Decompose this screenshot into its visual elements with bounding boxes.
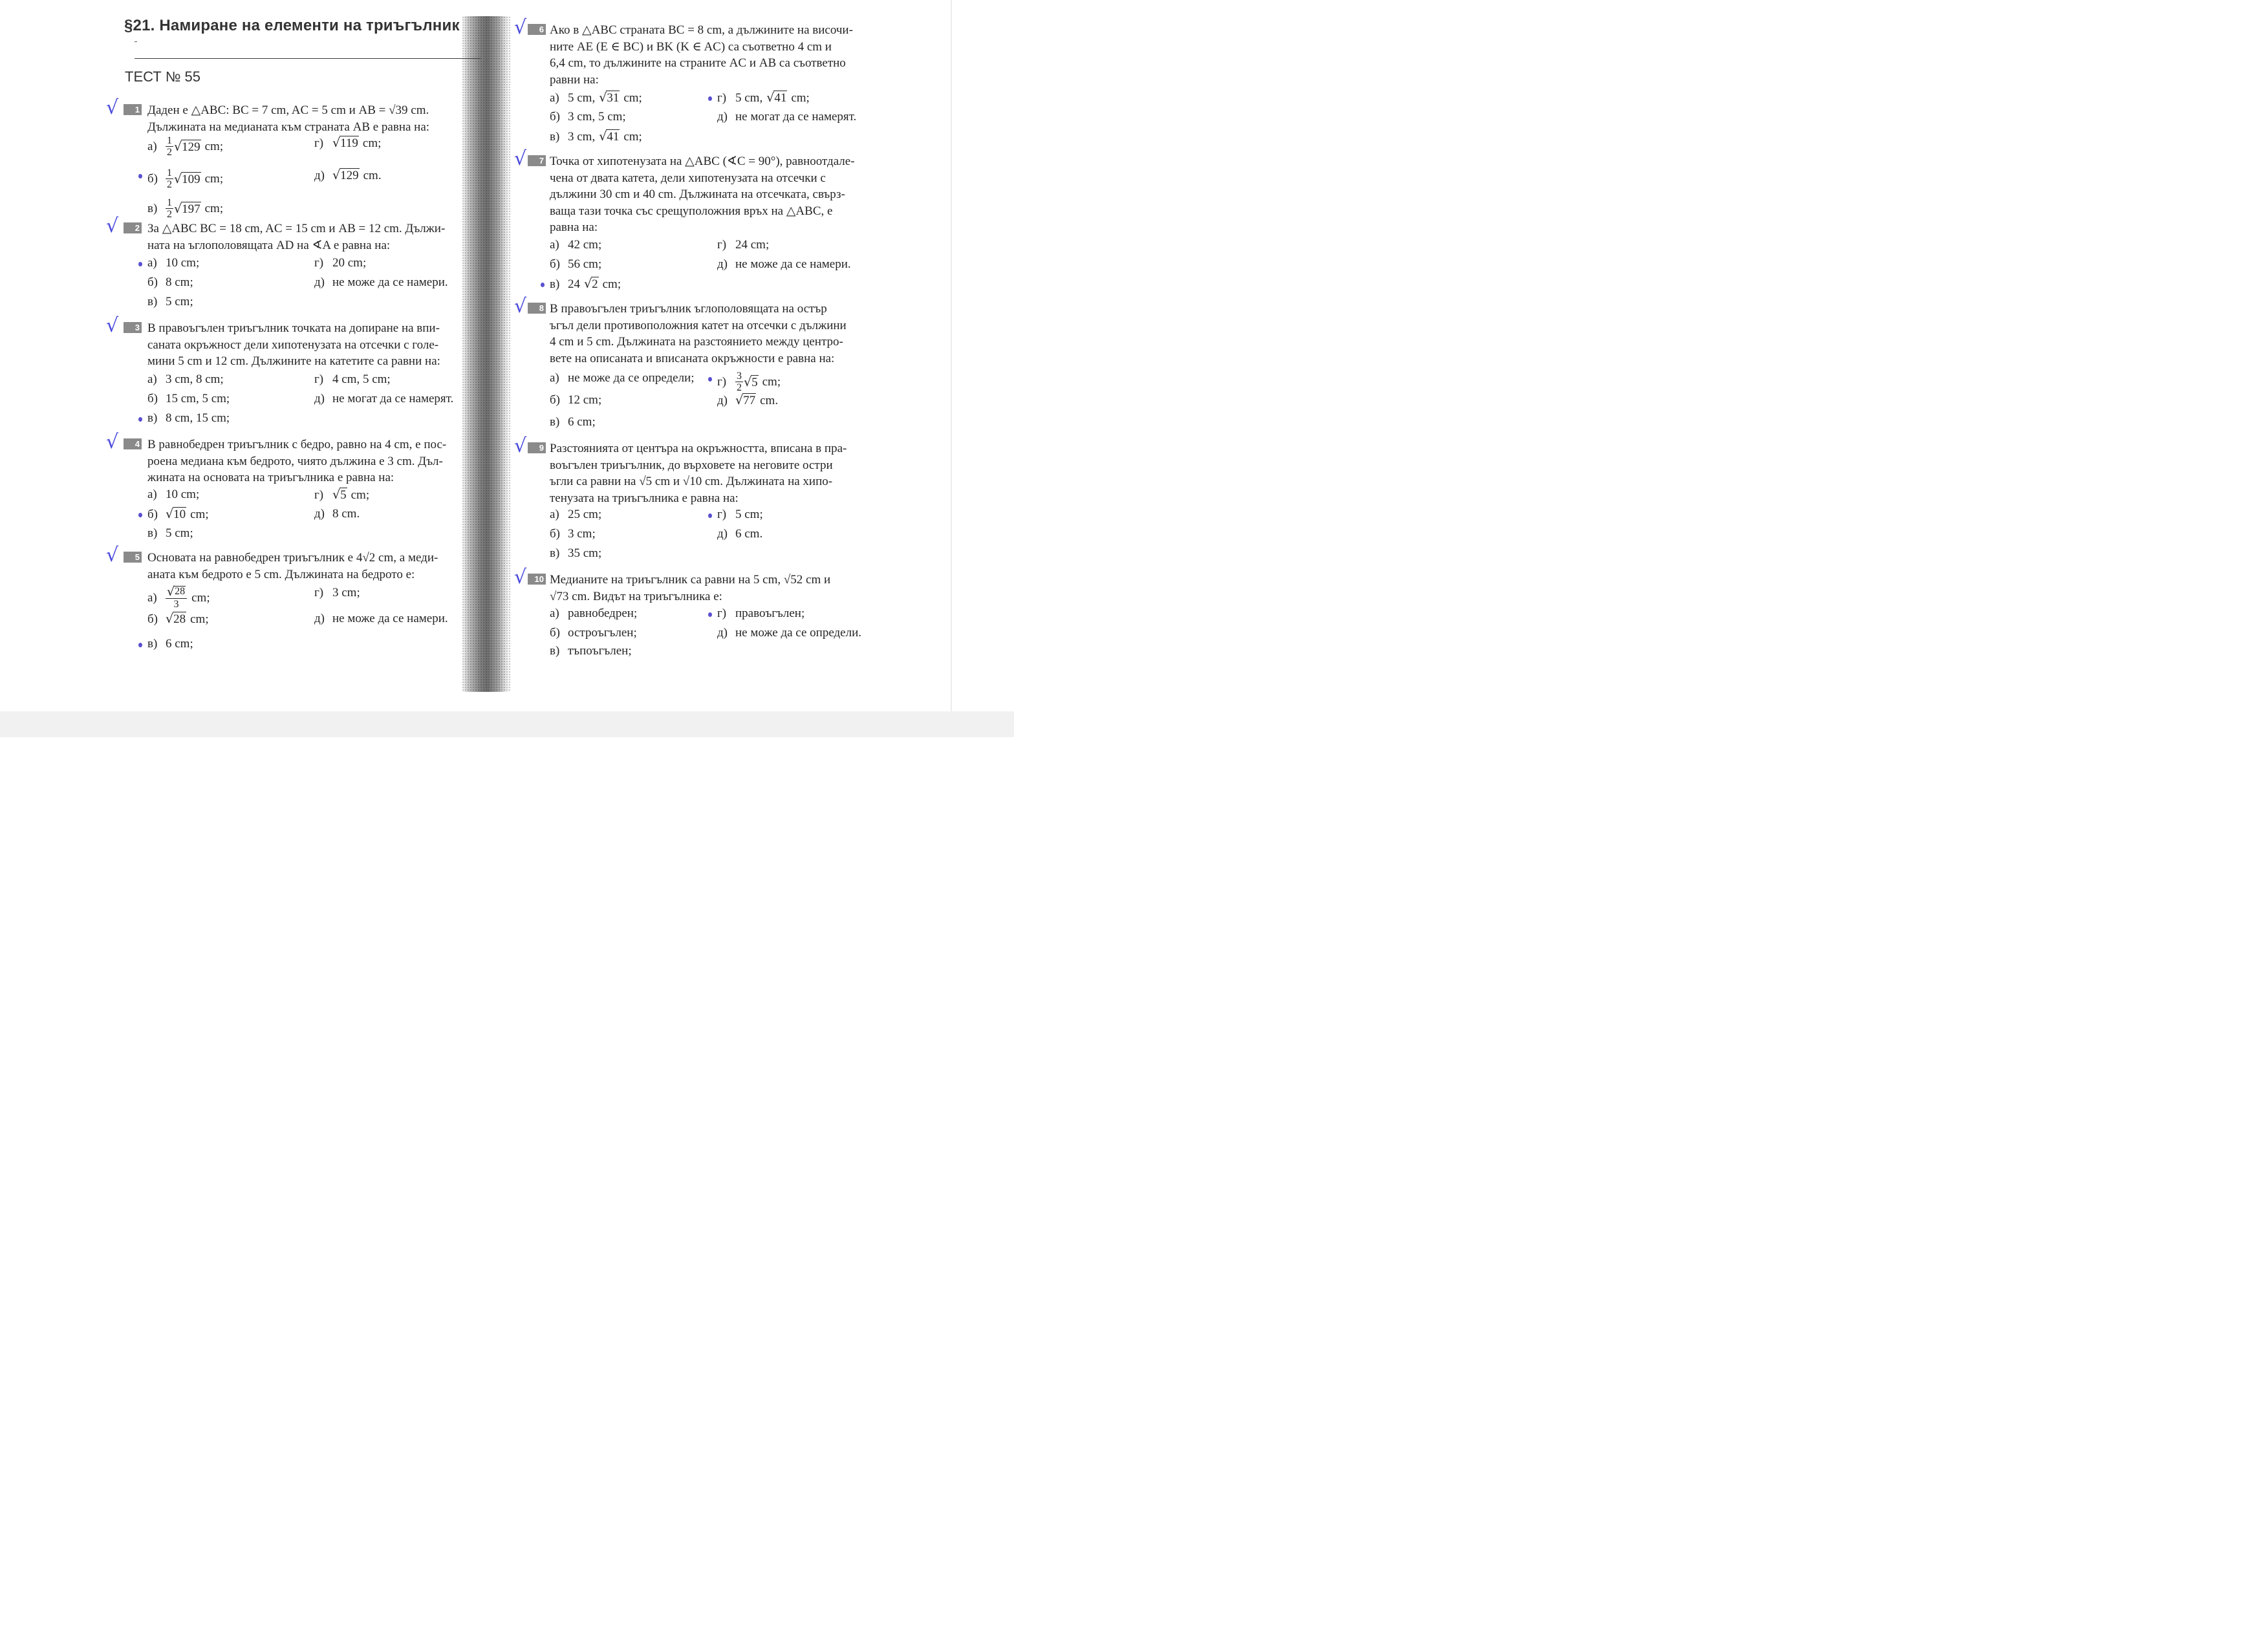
question-stem [550,440,847,506]
question-stem [550,153,855,236]
section-title: §21. Намиране на елементи на триъгълник [124,17,460,34]
option-unit: cm; [191,590,210,605]
option-unit: cm; [791,91,810,105]
radical [174,202,201,217]
fraction-numerator: 1 [167,197,172,208]
option-label: д) [314,275,325,289]
teacher-check-mark: √ [514,566,527,588]
radicand: 41 [607,130,620,144]
option-label: д) [717,393,728,407]
answer-selected-mark [138,643,142,647]
option-unit: cm. [760,393,779,407]
option-label: а) [147,488,157,501]
question-stem [550,572,830,605]
question-stem-line: В равнобедрен триъгълник с бедро, равно на 4 cm, е пос- [147,438,447,451]
radical [174,172,201,187]
answer-option-b[interactable] [147,612,209,627]
answer-option-b[interactable] [147,275,193,290]
answer-option-d[interactable] [717,110,856,124]
option-text: 42 cm; [568,238,602,252]
question-stem [147,550,438,583]
answer-option-d[interactable] [314,507,360,521]
answer-option-v[interactable] [147,295,193,309]
option-label: г) [717,508,727,521]
answer-option-v[interactable] [147,411,230,426]
option-unit: cm; [190,612,209,626]
option-text: 5 cm, [735,91,763,105]
option-label: в) [550,277,560,291]
question-stem-line: Основата на равнобедрен триъгълник е 4√2 cm, а меди- [147,551,438,565]
answer-selected-mark [708,513,712,518]
option-text: 56 cm; [568,257,602,271]
option-label: г) [314,488,324,502]
answer-option-v[interactable] [147,198,223,220]
option-label: в) [147,637,158,651]
question-stem-line: Ако в △ABC страната BC = 8 cm, а дължините на височи- [550,23,853,37]
option-text: не може да се определи. [735,626,862,640]
radical-sign: √ [332,136,341,150]
radical [167,586,186,598]
option-text: 5 cm; [166,526,193,540]
question-number-badge: 8 [528,303,546,314]
answer-option-g[interactable] [717,508,763,522]
option-label: б) [147,275,158,289]
option-label: в) [550,546,560,560]
option-text: не могат да се намерят. [735,110,857,124]
question-stem-line: дължини 30 cm и 40 cm. Дължината на отсечката, свърз- [550,188,845,201]
radical-sign: √ [166,612,174,626]
fraction-radical-group [166,136,201,158]
option-label: г) [717,607,727,620]
question-stem-line: 4 cm и 5 cm. Дължината на разстоянието между центро- [550,335,843,349]
question-number-badge: 9 [528,442,546,453]
option-label: б) [147,507,158,521]
radical [584,277,599,292]
answer-option-d[interactable] [717,393,778,408]
option-text: 5 cm; [166,295,193,308]
option-unit: cm; [204,202,224,215]
option-text: 24 [568,277,580,291]
question-stem-line: За △ABC BC = 18 cm, AC = 15 cm и AB = 12 cm. Дължи- [147,222,446,235]
fraction-denominator: 2 [167,209,172,220]
answer-option-g[interactable] [314,488,369,502]
option-text: 5 cm; [735,508,763,521]
answer-option-g[interactable] [314,586,360,600]
option-text: равнобедрен; [568,607,638,620]
radicand: 28 [173,612,186,626]
teacher-check-mark: √ [106,215,119,237]
answer-option-v[interactable] [550,644,632,658]
radicand: 2 [592,277,598,291]
option-label: д) [314,392,325,405]
radical [332,168,360,183]
option-label: г) [717,238,727,252]
option-label: д) [314,168,325,182]
option-text: 3 cm, 8 cm; [166,372,224,386]
option-text: 3 cm, 5 cm; [568,110,626,124]
question-stem [550,22,853,88]
option-label: а) [550,238,559,252]
answer-option-v[interactable] [550,546,601,561]
radical [166,507,186,522]
question-stem-line: Разстоянията от центъра на окръжността, вписана в пра- [550,442,847,455]
question-number-badge: 3 [124,322,142,333]
option-text: 8 cm; [166,275,193,289]
answer-option-g[interactable] [717,91,810,105]
option-label: д) [717,527,728,541]
option-text: 10 cm; [166,256,200,270]
option-unit: cm; [623,91,642,105]
fraction [735,371,743,393]
title-divider-tick [135,41,137,42]
answer-option-d[interactable] [314,612,448,626]
radicand: 197 [182,202,200,216]
option-label: а) [550,371,559,385]
question-number-badge: 4 [124,438,142,449]
answer-option-v[interactable] [550,129,642,144]
question-number-badge: 7 [528,155,546,166]
question-stem [147,320,440,370]
option-unit: cm; [204,172,224,186]
answer-option-b[interactable] [550,110,626,124]
answer-option-g[interactable] [717,371,781,393]
answer-option-a[interactable] [550,607,637,621]
answer-selected-mark [708,612,712,617]
radical [599,129,620,144]
option-text: не могат да се намерят. [332,392,454,405]
answer-option-a[interactable] [550,238,601,252]
answer-option-d[interactable] [314,168,382,183]
radical-sign: √ [174,139,182,154]
radical-sign: √ [766,91,775,105]
option-label: б) [147,172,158,186]
radical-sign: √ [599,91,607,105]
answer-option-d[interactable] [717,257,851,272]
question-stem [147,102,429,135]
question-stem-line: равни на: [550,72,599,87]
question-stem-line: чена от двата катета, дели хипотенузата на отсечки с [550,171,826,185]
radicand: 119 [340,136,358,150]
title-divider [135,58,481,59]
answer-option-d[interactable] [717,626,861,640]
fraction [166,168,173,190]
fraction [166,198,173,220]
answer-selected-mark [708,96,712,101]
answer-option-b[interactable] [147,392,230,406]
teacher-check-mark: √ [106,431,119,453]
answer-option-a[interactable] [147,586,210,610]
option-label: в) [550,415,560,429]
question-stem-line: ните AE (E ∈ BC) и BK (K ∈ AC) са съответно 4 cm и [550,39,832,54]
fraction-numerator: 3 [737,371,742,382]
option-label: а) [550,607,559,620]
option-text: 5 cm, [568,91,596,105]
option-text: не може да се намери. [332,275,448,289]
answer-option-d[interactable] [717,527,762,541]
option-text: 6 cm; [568,415,596,429]
teacher-check-mark: √ [106,314,119,337]
option-label: г) [314,586,324,599]
option-label: г) [717,375,727,389]
teacher-check-mark: √ [514,147,527,170]
radicand: 129 [182,140,200,154]
radicand: 28 [175,586,186,597]
question-stem-line: √73 cm. Видът на триъгълника е: [550,589,722,603]
teacher-check-mark: √ [514,295,527,318]
answer-option-d[interactable] [314,275,448,290]
option-label: б) [550,110,560,124]
option-unit: cm; [362,136,382,150]
radicand: 5 [340,488,347,502]
teacher-check-mark: √ [514,435,527,457]
teacher-check-mark: √ [106,96,119,119]
option-text: 8 cm, 15 cm; [166,411,230,425]
answer-option-b[interactable] [550,393,601,407]
option-label: а) [147,140,157,153]
answer-selected-mark [138,174,142,178]
option-text: 8 cm. [332,507,360,521]
answer-option-a[interactable] [147,372,224,387]
radical-sign: √ [735,393,744,407]
option-text: 25 cm; [568,508,602,521]
test-title: ТЕСТ № 55 [125,69,201,85]
option-label: а) [147,372,157,386]
question-stem-line: Медианите на триъгълник са равни на 5 cm, √52 cm и [550,573,831,587]
radical [735,393,756,408]
radicand: 109 [182,172,200,186]
option-text: остроъгълен; [568,626,637,640]
radical [744,375,759,390]
option-text: не може да се намери. [332,612,448,625]
option-label: в) [147,411,158,425]
option-unit: cm; [204,140,224,153]
answer-selected-mark [138,262,142,266]
option-label: в) [550,644,560,658]
question-stem-line: ъгли са равни на √5 cm и √10 cm. Дължината на хипо- [550,475,833,488]
radical-sign: √ [167,585,175,599]
question-stem [147,436,446,486]
option-label: а) [550,508,559,521]
question-stem-line: В правоъгълен триъгълник точката на допиране на впи- [147,321,440,335]
option-unit: cm; [762,375,781,389]
answer-option-g[interactable] [314,256,366,270]
option-unit: cm; [190,507,209,521]
option-label: в) [147,202,158,215]
option-label: а) [550,91,559,105]
radicand: 31 [607,91,620,105]
radical-sign: √ [174,201,182,216]
question-stem-line: тенузата на триъгълника е равна на: [550,491,739,505]
option-label: б) [550,393,560,407]
option-label: б) [550,527,560,541]
radical [166,612,186,627]
fraction-radical-group [166,168,201,190]
option-unit: cm; [351,488,370,502]
fraction-denominator: 2 [737,382,742,393]
question-stem-line: равна на: [550,221,598,234]
answer-option-a[interactable] [147,488,199,502]
teacher-check-mark: √ [514,16,527,39]
answer-option-b[interactable] [550,257,601,272]
option-label: д) [717,257,728,271]
option-unit: cm; [602,277,621,291]
scan-margin-right [952,0,1014,737]
scan-margin-bottom [0,711,1014,737]
option-text: 12 cm; [568,393,602,407]
option-text: 3 cm, [568,129,596,144]
book-spine-shadow [462,16,511,692]
question-stem-line: ната на ъглополовящата AD на ∢A е равна на: [147,238,391,252]
option-label: а) [147,256,157,270]
question-stem-line: ваща тази точка със срещуположния връх на △ABC, е [550,204,833,218]
answer-option-a[interactable] [550,371,695,385]
question-stem-line: Даден е △ABC: BC = 7 cm, AC = 5 cm и AB = √39 cm. [147,103,429,117]
fraction [166,136,173,158]
answer-option-v[interactable] [147,637,193,651]
radicand: 77 [743,394,756,407]
answer-option-d[interactable] [314,392,453,406]
question-stem-line: аната към бедрото е 5 cm. Дължината на бедрото е: [147,567,415,581]
answer-option-v[interactable] [147,526,193,541]
option-label: б) [147,392,158,405]
option-label: а) [147,590,157,605]
question-number-badge: 5 [124,552,142,563]
fraction-numerator: 1 [167,167,172,178]
answer-option-a[interactable] [550,91,642,105]
question-stem-line: Дължината на медианата към страната AB е равна на: [147,120,430,134]
answer-option-a[interactable] [550,508,601,522]
question-stem-line: ъгъл дели противоположния катет на отсечки с дължини [550,318,847,332]
option-label: д) [314,612,325,625]
radical-sign: √ [599,129,607,144]
option-label: д) [314,507,325,521]
page-edge [951,0,952,711]
answer-selected-mark [138,513,142,517]
radicand: 10 [173,508,186,521]
radical-sign: √ [584,277,592,291]
answer-selected-mark [541,283,545,287]
question-stem-line: воъгълен триъгълник, до върховете на неговите остри [550,458,833,472]
radical-sign: √ [744,374,752,389]
question-stem-line: жината на основата на триъгълника е равна на: [147,471,394,484]
answer-option-v[interactable] [550,415,596,429]
option-label: д) [717,110,728,124]
answer-option-a[interactable] [147,256,199,270]
fraction-numerator [166,586,187,599]
question-number-badge: 10 [528,574,546,585]
question-stem-line: 6,4 cm, то дължините на страните AC и AB са съответно [550,56,846,70]
option-label: б) [550,626,560,640]
option-text: не може да се определи; [568,371,695,385]
answer-option-b[interactable] [550,626,637,640]
answer-option-g[interactable] [314,136,381,151]
radical-sign: √ [174,171,182,186]
option-label: б) [550,257,560,271]
question-stem-line: В правоъгълен триъгълник ъглополовящата на остър [550,302,827,316]
answer-option-g[interactable] [717,607,805,621]
option-text: 3 cm; [568,527,596,541]
question-stem-line: вете на описаната и вписаната окръжности е равна на: [550,351,835,365]
answer-option-a[interactable] [147,136,223,158]
answer-option-g[interactable] [717,238,769,252]
fraction-denominator: 2 [167,179,172,190]
question-stem-line: Точка от хипотенузата на △ABC (∢C = 90°), равноотдале- [550,155,855,168]
option-label: д) [717,626,728,640]
option-text: 6 cm. [735,527,763,541]
option-text: 4 cm, 5 cm; [332,372,391,386]
fraction-radical-group [166,198,201,220]
question-number-badge: 1 [124,104,142,115]
fraction [166,586,187,610]
option-text: 35 cm; [568,546,602,560]
fraction-numerator: 1 [167,135,172,146]
option-text: правоъгълен; [735,607,805,620]
option-label: г) [717,91,727,105]
option-text: не може да се намери. [735,257,851,271]
teacher-check-mark: √ [106,544,119,566]
option-text: 10 cm; [166,488,200,501]
option-text: 3 cm; [332,586,360,599]
radical-sign: √ [332,168,341,182]
radicand: 41 [774,91,787,105]
option-text: 6 cm; [166,637,193,651]
question-number-badge: 2 [124,222,142,233]
fraction-denominator: 3 [173,599,179,610]
question-stem [550,301,847,367]
option-label: г) [314,136,324,150]
question-stem-line: роена медиана към бедрото, чиято дължина е 3 cm. Дъл- [147,454,443,468]
radical [332,488,347,502]
radicand: 5 [751,375,758,389]
answer-selected-mark [708,377,712,382]
answer-selected-mark [138,417,142,422]
option-text: тъпоъгълен; [568,644,632,658]
option-unit: cm. [363,168,382,182]
option-label: в) [147,526,158,540]
answer-option-v[interactable] [550,277,621,292]
radical-sign: √ [166,507,174,521]
question-stem-line: мини 5 cm и 12 cm. Дължините на катетите са равни на: [147,354,440,368]
option-label: б) [147,612,158,626]
radicand: 129 [340,169,359,182]
question-number-badge: 6 [528,24,546,35]
option-label: г) [314,256,324,270]
option-label: в) [147,295,158,308]
fraction-radical-group [735,371,759,393]
radical [332,136,359,151]
question-stem [147,221,445,253]
answer-option-g[interactable] [314,372,391,387]
option-text: 24 cm; [735,238,770,252]
answer-option-b[interactable] [550,527,596,541]
question-stem-line: сaната окръжност дели хипотенузата на отсечки с голе- [147,338,439,352]
answer-option-b[interactable] [147,168,223,190]
option-unit: cm; [623,129,642,144]
option-text: 20 cm; [332,256,367,270]
option-label: г) [314,372,324,386]
option-label: в) [550,129,560,144]
radical [766,91,787,105]
radical-sign: √ [332,488,341,502]
radical [174,140,201,155]
fraction-denominator: 2 [167,147,172,158]
option-text: 15 cm, 5 cm; [166,392,230,405]
radical [599,91,620,105]
answer-option-b[interactable] [147,507,209,522]
